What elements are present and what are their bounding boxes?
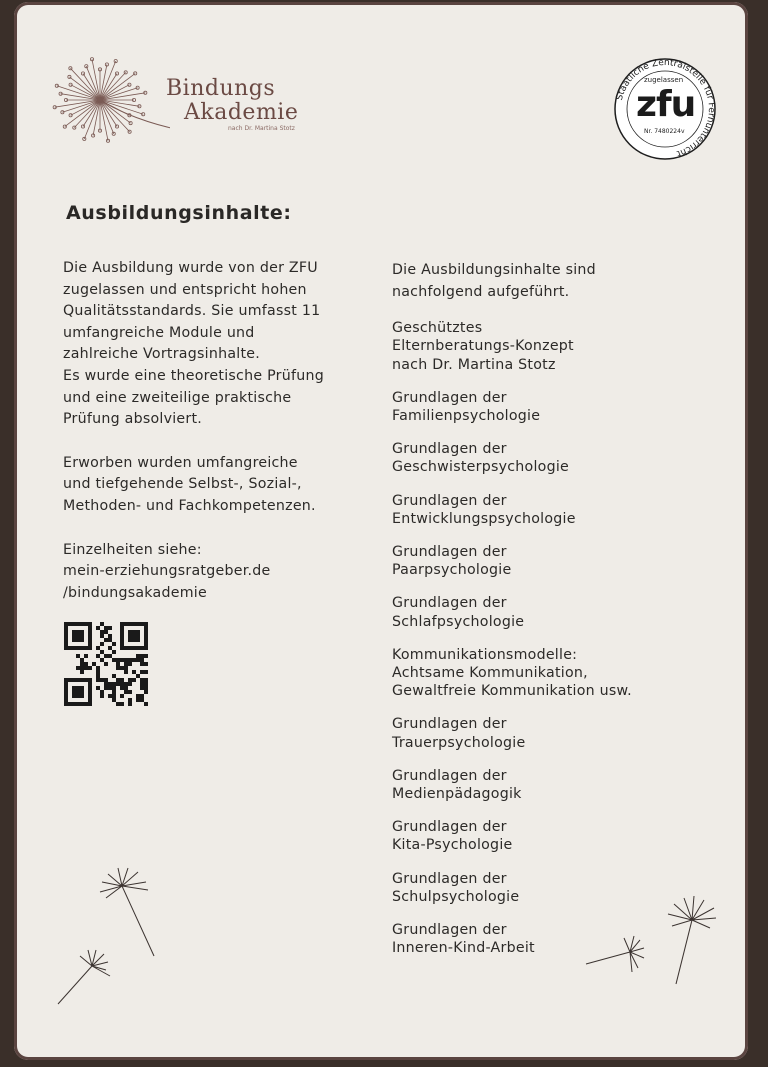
dandelion-seed-icon bbox=[582, 930, 652, 980]
module-item: Grundlagen der Medienpädagogik bbox=[392, 767, 522, 803]
module-item: Grundlagen der Paarpsychologie bbox=[392, 544, 512, 579]
certificate-card bbox=[14, 2, 748, 1060]
module-item: Kommunikationsmodelle: Achtsame Kommunikation, Gewaltfreie Kommunikation usw. bbox=[392, 646, 632, 700]
module-item: Grundlagen der Schlafpsychologie bbox=[392, 595, 525, 630]
description-paragraph: Die Ausbildung wurde von der ZFU zugelassen und entspricht hohen Qualitätsstandards. Sie umfasst 11 umfangreiche Module und zahlreiche Vortragsinhalte. Es wurde eine theoretische Prüfung und eine zweiteilige praktische Prüfung absolviert. bbox=[63, 260, 324, 428]
right-column bbox=[392, 260, 692, 972]
module-item: Grundlagen der Schulpsychologie bbox=[392, 870, 520, 905]
bindungs-akademie-logo bbox=[50, 42, 300, 152]
module-item: Grundlagen der Kita-Psychologie bbox=[392, 819, 513, 854]
dandelion-icon bbox=[50, 42, 170, 152]
details-paragraph: Einzelheiten siehe: mein-erziehungsratgeber.de /bindungsakademie bbox=[63, 541, 271, 601]
module-item: Grundlagen der Entwicklungspsychologie bbox=[392, 492, 576, 527]
competence-paragraph: Erworben wurden umfangreiche und tiefgehende Selbst-, Sozial-, Methoden- und Fachkompetenzen. bbox=[63, 454, 316, 514]
logo-text-line1: Bindungs bbox=[166, 76, 276, 101]
module-item: Grundlagen der Familienpsychologie bbox=[392, 389, 541, 424]
page-heading: Ausbildungsinhalte: bbox=[66, 202, 292, 224]
logo-subline: nach Dr. Martina Stotz bbox=[228, 125, 295, 132]
modules-intro: Die Ausbildungsinhalte sind nachfolgend aufgeführt. bbox=[392, 262, 596, 300]
zfu-seal bbox=[610, 54, 720, 164]
module-item: Geschütztes Elternberatungs-Konzept nach Dr. Martina Stotz bbox=[392, 320, 574, 373]
module-item: Grundlagen der Trauerpsychologie bbox=[392, 716, 526, 751]
seal-top-text: zugelassen bbox=[644, 76, 684, 84]
seal-mark: zfu bbox=[636, 84, 696, 125]
left-column bbox=[63, 258, 373, 604]
seal-number: Nr. 7480224v bbox=[644, 128, 685, 135]
dandelion-seed-icon bbox=[52, 942, 122, 1012]
logo-text-line2: Akademie bbox=[184, 100, 299, 125]
dandelion-seed-icon bbox=[654, 894, 724, 994]
module-item: Grundlagen der Inneren-Kind-Arbeit bbox=[392, 922, 535, 957]
qr-code-icon[interactable] bbox=[64, 622, 148, 706]
seal-ring-text: Staatliche Zentralstelle für Fernunterricht bbox=[614, 57, 717, 159]
module-item: Grundlagen der Geschwisterpsychologie bbox=[392, 441, 570, 476]
